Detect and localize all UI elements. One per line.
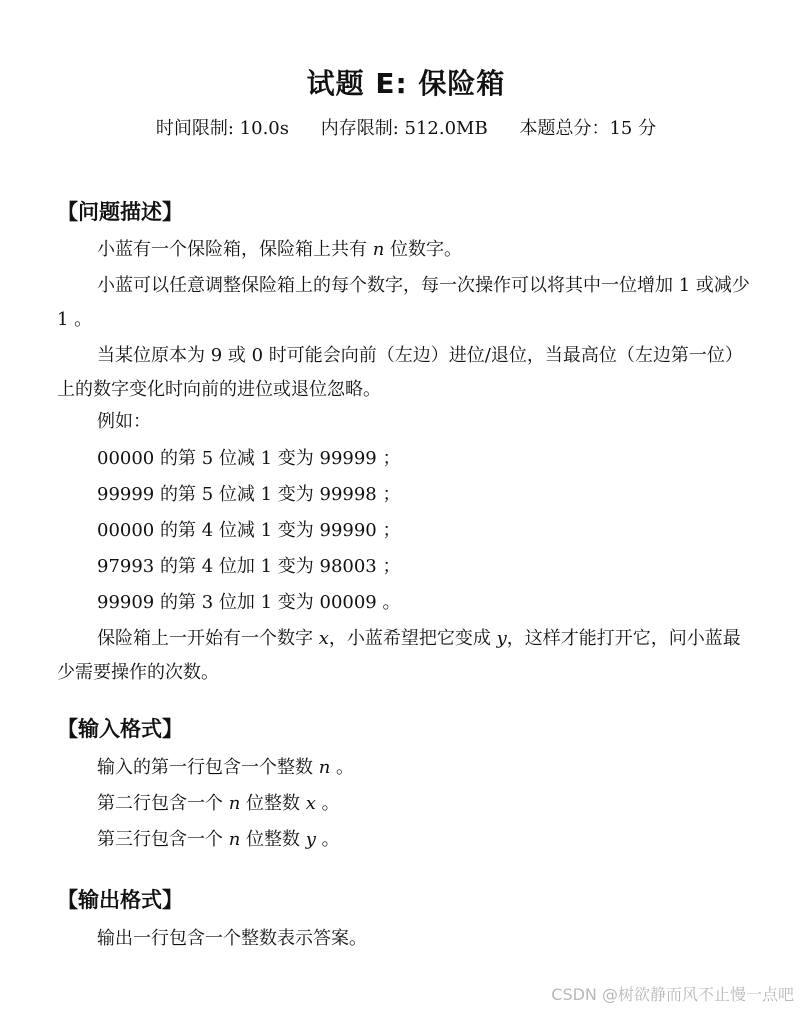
problem-meta xyxy=(0,114,812,140)
memory-limit: 内存限制: 512.0MB xyxy=(320,118,488,139)
input-line-1: 输入的第一行包含一个整数 n 。 xyxy=(97,757,355,778)
input-line-2: 第二行包含一个 n 位整数 x 。 xyxy=(97,793,340,814)
description-paragraph-3: 当某位原本为 9 或 0 时可能会向前（左边）进位/退位，当最高位（左边第一位）上的数字变化时向前的进位或退位忽略。 xyxy=(57,345,743,400)
total-score: 本题总分：15 分 xyxy=(519,118,657,139)
description-paragraph-2: 小蓝可以任意调整保险箱上的每个数字，每一次操作可以将其中一位增加 1 或减少 1 。 xyxy=(57,275,750,330)
description-paragraph-4: 保险箱上一开始有一个数字 x，小蓝希望把它变成 y，这样才能打开它，问小蓝最少需要操作的次数。 xyxy=(57,628,741,683)
problem-title: 试题 E: 保险箱 xyxy=(306,67,506,100)
description-heading: 【问题描述】 xyxy=(57,200,183,224)
csdn-watermark: CSDN @树欲静而风不止慢一点吧 xyxy=(551,985,794,1004)
description-paragraph-1: 小蓝有一个保险箱，保险箱上共有 n 位数字。 xyxy=(97,239,463,260)
output-line-1: 输出一行包含一个整数表示答案。 xyxy=(97,928,367,949)
example-line-5: 99909 的第 3 位加 1 变为 00009 。 xyxy=(97,592,401,613)
example-label: 例如： xyxy=(97,411,151,432)
example-line-1: 00000 的第 5 位减 1 变为 99999 ； xyxy=(97,448,401,469)
input-format-heading: 【输入格式】 xyxy=(57,717,183,741)
input-line-3: 第三行包含一个 n 位整数 y 。 xyxy=(97,829,340,850)
time-limit: 时间限制: 10.0s xyxy=(155,118,289,139)
example-line-3: 00000 的第 4 位减 1 变为 99990 ； xyxy=(97,520,401,541)
example-line-4: 97993 的第 4 位加 1 变为 98003 ； xyxy=(97,556,401,577)
example-line-2: 99999 的第 5 位减 1 变为 99998 ； xyxy=(97,484,401,505)
output-format-heading: 【输出格式】 xyxy=(57,888,183,912)
